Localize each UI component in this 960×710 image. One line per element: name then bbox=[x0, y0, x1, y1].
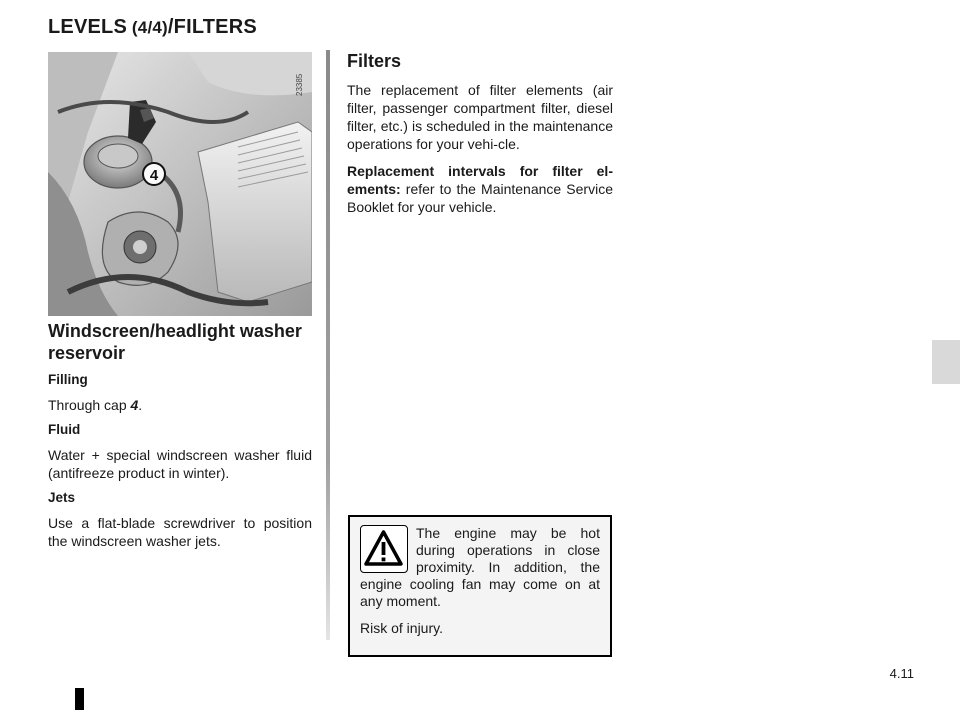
fluid-heading: Fluid bbox=[48, 422, 81, 437]
warning-text: The engine may be hot during operations in close proximity. In addition, the engine cooling fan may come on at any moment. bbox=[360, 525, 600, 609]
filters-intervals-label: Replacement intervals for filter el-ements: bbox=[347, 163, 613, 197]
page-title-main: LEVELS bbox=[48, 16, 127, 38]
warning-risk: Risk of injury. bbox=[360, 620, 443, 636]
warning-box bbox=[348, 515, 612, 657]
fluid-text: Water + special windscreen washer fluid (antifreeze product in winter). bbox=[48, 447, 312, 481]
corner-crop-mark bbox=[75, 688, 84, 710]
page-title bbox=[48, 16, 257, 39]
filters-intervals-text: refer to the Maintenance Service Booklet for your vehicle. bbox=[347, 181, 613, 215]
filling-heading: Filling bbox=[48, 372, 88, 387]
page-title-rest: /FILTERS bbox=[167, 16, 257, 38]
washer-reservoir-heading: Windscreen/headlight washer reservoir bbox=[48, 321, 302, 363]
filters-heading: Filters bbox=[347, 51, 402, 71]
filling-cap-ref: 4 bbox=[130, 397, 139, 413]
engine-bay-illustration-icon bbox=[48, 52, 312, 316]
filters-intervals bbox=[347, 162, 613, 216]
jets-heading: Jets bbox=[48, 490, 76, 505]
washer-reservoir-section bbox=[48, 320, 312, 558]
jets-text: Use a flat-blade screwdriver to position the windscreen washer jets. bbox=[48, 515, 312, 549]
engine-bay-figure bbox=[48, 52, 312, 316]
filters-section bbox=[347, 50, 613, 225]
filters-body: The replacement of filter elements (air filter, passenger compartment filter, diesel filter, etc.) is scheduled in the maintenance operations for your vehi-cle. bbox=[347, 82, 613, 152]
page-title-part: (4/4) bbox=[127, 18, 168, 37]
page-number: 4.11 bbox=[889, 666, 914, 681]
warning-triangle-icon bbox=[361, 526, 406, 571]
chapter-side-tab bbox=[932, 340, 960, 384]
filling-text-end: . bbox=[138, 397, 143, 413]
filling-text bbox=[48, 396, 312, 414]
warning-icon-frame bbox=[360, 525, 408, 573]
column-divider bbox=[326, 50, 330, 640]
figure-callout-4: 4 bbox=[149, 167, 159, 184]
figure-reference-number: 23385 bbox=[295, 73, 304, 96]
filling-text-lead: Through cap bbox=[48, 397, 131, 413]
